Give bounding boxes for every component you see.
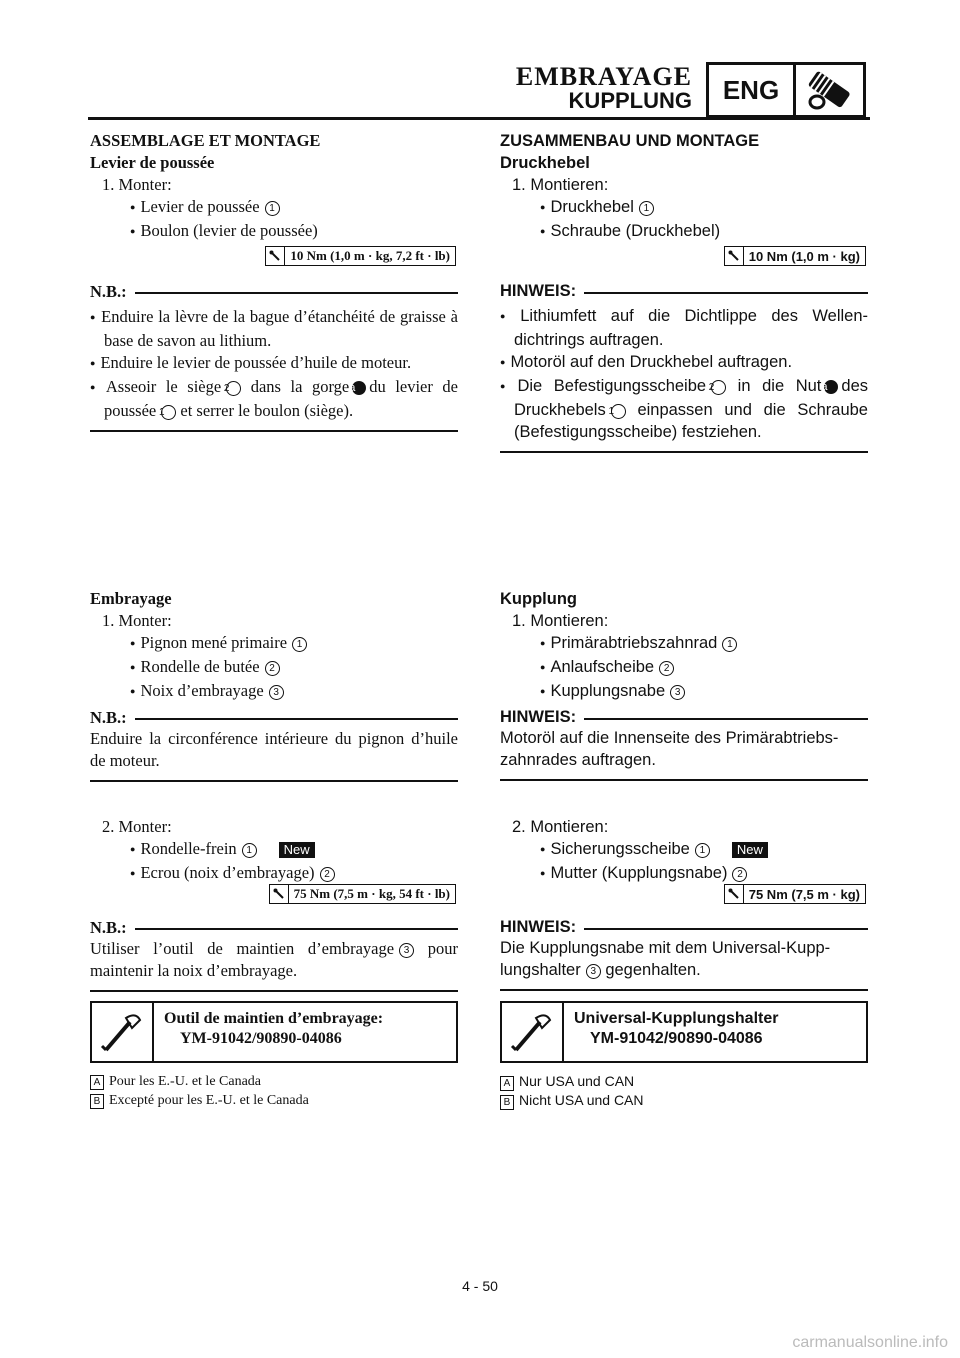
list-item: ● Schraube (Druckhebel) [500, 220, 868, 244]
note-bullet: ● Enduire le levier de poussée d’huile de moteur. [90, 352, 458, 376]
section-badge [706, 62, 866, 118]
heading: ASSEMBLAGE ET MONTAGE [90, 131, 321, 150]
note-header: N.B.: [90, 282, 458, 302]
tool-name: Outil de maintien d’embrayage: [164, 1010, 384, 1027]
step: 1. Monter: [102, 611, 172, 630]
list-item: ● Noix d’embrayage 3 [90, 680, 458, 704]
note-end-rule [90, 780, 458, 782]
list-item: ● Anlaufscheibe 2 [500, 656, 868, 680]
special-tool-box [90, 1001, 458, 1063]
torque-value: 75 Nm (7,5 m · kg) [748, 886, 860, 902]
note-text: Die Kupplungsnabe mit dem Universal-Kupp-lungshalter 3 gegenhalten. [500, 939, 831, 979]
section-title-de: KUPPLUNG [568, 88, 692, 113]
subheading: Embrayage [90, 589, 172, 608]
note-bullet: ● Asseoir le siège 2 dans la gorgea du levier de poussée 1 et serrer le boulon (siège). [90, 376, 458, 422]
subheading: Druckhebel [500, 154, 590, 172]
list-item: ● Rondelle de butée 2 [90, 656, 458, 680]
torque-wrench-icon [725, 247, 744, 265]
list-item: ● Kupplungsnabe 3 [500, 680, 868, 704]
torque-spec [724, 246, 866, 266]
subheading: Levier de poussée [90, 153, 215, 172]
list-item: ● Mutter (Kupplungsnabe) 2 [500, 862, 868, 886]
note-text: Enduire la circonférence intérieure du pignon d’huile de moteur. [90, 729, 458, 770]
torque-value: 75 Nm (7,5 m · kg, 54 ft · lb) [293, 886, 450, 901]
note-text: Utiliser l’outil de maintien d’embrayage 3 pour maintenir la noix d’embrayage. [90, 939, 459, 980]
step: 1. Montieren: [512, 612, 609, 630]
list-item: ● Sicherungsscheibe 1 New [500, 838, 868, 862]
note-header: HINWEIS: [500, 918, 868, 937]
note-end-rule [90, 990, 458, 992]
list-item: ● Boulon (levier de poussée) [90, 220, 458, 244]
torque-wrench-icon [266, 247, 285, 265]
subheading: Kupplung [500, 590, 577, 608]
list-item: ● Levier de poussée 1 [90, 196, 458, 220]
tool-part-number: YM-91042/90890-04086 [590, 1030, 763, 1047]
note-end-rule [90, 430, 458, 432]
new-part-badge: New [732, 842, 768, 858]
note-bullet: ● Die Befestigungsscheibe 2 in die Nuta des Druckhebels 1 einpassen und die Schraube (Befestigungsscheibe) festziehen. [500, 375, 868, 443]
list-item: ● Druckhebel 1 [500, 196, 868, 220]
tool-name: Universal-Kupplungshalter [574, 1010, 779, 1027]
note-text: Motoröl auf die Innenseite des Primärabtriebs-zahnrades auftragen. [500, 729, 839, 769]
note-end-rule [500, 779, 868, 781]
step: 2. Montieren: [512, 818, 609, 836]
torque-value: 10 Nm (1,0 m · kg) [748, 248, 860, 264]
note-bullet: ● Motoröl auf den Druckhebel auftragen. [500, 351, 868, 375]
footnote: B Excepté pour les E.-U. et le Canada [90, 1091, 458, 1110]
page-number: 4 - 50 [462, 1278, 498, 1294]
header-rule [88, 117, 870, 120]
note-bullet: ● Enduire la lèvre de la bague d’étanchéité de graisse à base de savon au lithium. [90, 306, 458, 352]
note-header: HINWEIS: [500, 708, 868, 727]
torque-spec [724, 884, 866, 904]
engine-icon [796, 65, 863, 115]
step: 1. Monter: [102, 175, 172, 194]
note-header: N.B.: [90, 918, 458, 938]
footnote: A Nur USA und CAN [500, 1072, 868, 1091]
footnote: B Nicht USA und CAN [500, 1091, 868, 1110]
tool-part-number: YM-91042/90890-04086 [180, 1030, 342, 1047]
heading: ZUSAMMENBAU UND MONTAGE [500, 132, 760, 150]
section-title-fr: EMBRAYAGE [515, 62, 692, 91]
note-header: N.B.: [90, 708, 458, 728]
note-end-rule [500, 989, 868, 991]
list-item: ● Pignon mené primaire 1 [90, 632, 458, 656]
list-item: ● Rondelle-frein 1 New [90, 838, 458, 862]
footnote: A Pour les E.-U. et le Canada [90, 1072, 458, 1091]
list-item: ● Ecrou (noix d’embrayage) 2 [90, 862, 458, 886]
watermark: carmanualsonline.info [792, 1334, 948, 1351]
step: 1. Montieren: [512, 176, 609, 194]
section-label: ENG [709, 65, 796, 115]
torque-wrench-icon [725, 885, 744, 903]
list-item: ● Primärabtriebszahnrad 1 [500, 632, 868, 656]
note-bullet: ● Lithiumfett auf die Dichtlippe des Wellen-dichtrings auftragen. [500, 305, 868, 351]
torque-value: 10 Nm (1,0 m · kg, 7,2 ft · lb) [290, 248, 450, 263]
special-tool-box [500, 1001, 868, 1063]
torque-spec [265, 246, 456, 266]
tool-icon [502, 1003, 564, 1061]
torque-wrench-icon [270, 885, 289, 903]
note-header: HINWEIS: [500, 282, 868, 301]
step: 2. Monter: [102, 817, 172, 836]
torque-spec [269, 884, 456, 904]
tool-icon [92, 1003, 154, 1061]
new-part-badge: New [279, 842, 315, 858]
note-end-rule [500, 451, 868, 453]
